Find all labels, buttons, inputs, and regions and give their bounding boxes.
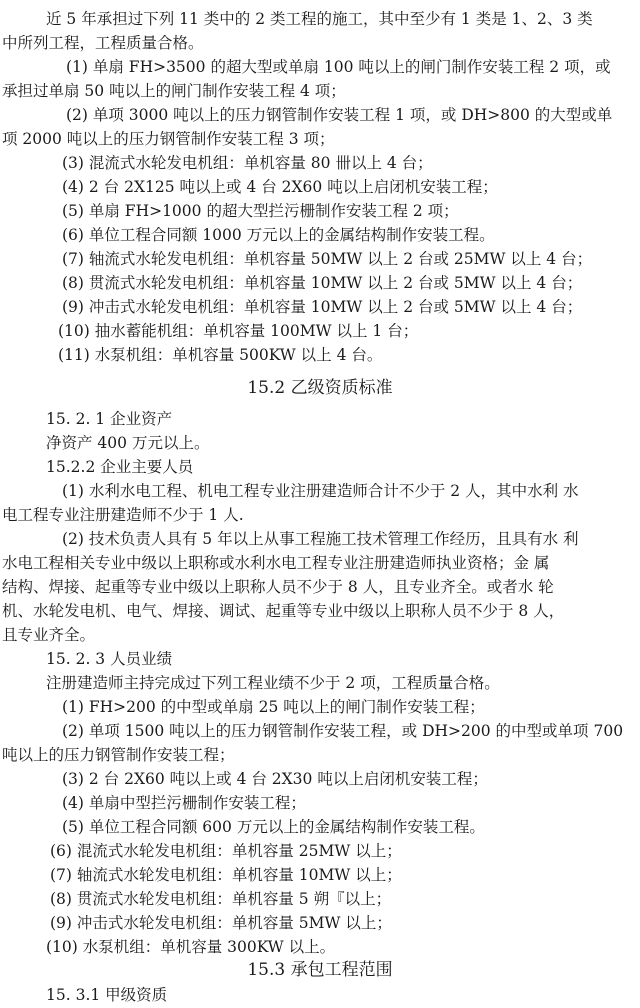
intro-line-1: 近 5 年承担过下列 11 类中的 2 类工程的施工，其中至少有 1 类是 1、2、3 类 [46, 10, 593, 28]
performance-item-1: (1) FH>200 的中型或单扇 25 吨以上的闸门制作安装工程； [62, 698, 485, 716]
performance-item-3: (3) 2 台 2X60 吨以上或 4 台 2X30 吨以上启闭机安装工程； [62, 770, 488, 788]
staff-item-2-cont-2: 结构、焊接、起重等专业中级以上职称人员不少于 8 人，且专业齐全。或者水 轮 [2, 578, 554, 596]
subsection-15-2-3: 15. 2. 3 人员业绩 [46, 650, 173, 668]
list-item-4: (4) 2 台 2X125 吨以上或 4 台 2X60 吨以上启闭机安装工程； [62, 178, 498, 196]
section-heading-15-3: 15.3 承包工程范围 [247, 960, 393, 980]
list-item-8: (8) 贯流式水轮发电机组：单机容量 10MW 以上 2 台或 5MW 以上 4 台； [62, 274, 583, 292]
staff-item-1: (1) 水利水电工程、机电工程专业注册建造师合计不少于 2 人，其中水利 水 [62, 482, 579, 500]
list-item-9: (9) 冲击式水轮发电机组：单机容量 10MW 以上 2 台或 5MW 以上 4 台； [62, 298, 583, 316]
staff-item-2-cont-3: 机、水轮发电机、电气、焊接、调试、起重等专业中级以上职称人员不少于 8 人， [2, 602, 565, 620]
performance-item-9: (9) 冲击式水轮发电机组：单机容量 5MW 以上； [50, 914, 392, 932]
performance-item-6: (6) 混流式水轮发电机组：单机容量 25MW 以上； [50, 842, 402, 860]
list-item-7: (7) 轴流式水轮发电机组：单机容量 50MW 以上 2 台或 25MW 以上 4 台； [62, 250, 593, 268]
intro-line-2: 中所列工程，工程质量合格。 [2, 34, 204, 52]
staff-item-2-cont-4: 且专业齐全。 [2, 626, 96, 644]
performance-item-2-cont: 吨以上的压力钢管制作安装工程； [2, 746, 235, 764]
list-item-6: (6) 单位工程合同额 1000 万元以上的金属结构制作安装工程。 [62, 226, 495, 244]
staff-item-2: (2) 技术负责人具有 5 年以上从事工程施工技术管理工作经历，且具有水 利 [62, 530, 579, 548]
performance-item-2: (2) 单项 1500 吨以上的压力钢管制作安装工程，或 DH>200 的中型或单项 700 [62, 722, 624, 740]
list-item-11: (11) 水泵机组：单机容量 500KW 以上 4 台。 [58, 346, 383, 364]
staff-item-1-cont: 电工程专业注册建造师不少于 1 人. [2, 506, 244, 524]
subsection-15-2-2: 15.2.2 企业主要人员 [46, 458, 194, 476]
performance-item-5: (5) 单位工程合同额 600 万元以上的金属结构制作安装工程。 [62, 818, 485, 836]
subsection-15-2-1: 15. 2. 1 企业资产 [46, 410, 173, 428]
list-item-1-cont: 承担过单扇 50 吨以上的闸门制作安装工程 4 项； [2, 82, 346, 100]
list-item-5: (5) 单扇 FH>1000 的超大型拦污栅制作安装工程 2 项； [62, 202, 459, 220]
staff-item-2-cont-1: 水电工程相关专业中级以上职称或水利水电工程专业注册建造师执业资格；金 属 [2, 554, 550, 572]
list-item-10: (10) 抽水蓄能机组：单机容量 100MW 以上 1 台； [58, 322, 419, 340]
assets-text: 净资产 400 万元以上。 [46, 434, 210, 452]
section-heading-15-2: 15.2 乙级资质标准 [247, 378, 393, 398]
list-item-2-cont: 项 2000 吨以上的压力钢管制作安装工程 3 项； [2, 130, 335, 148]
performance-item-10: (10) 水泵机组：单机容量 300KW 以上。 [46, 938, 336, 956]
list-item-1: (1) 单扇 FH>3500 的超大型或单扇 100 吨以上的闸门制作安装工程 2 项，或 [66, 58, 611, 76]
subsection-15-3-1: 15. 3.1 甲级资质 [46, 986, 168, 1004]
performance-item-8: (8) 贯流式水轮发电机组：单机容量 5 朔『以上； [50, 890, 392, 908]
performance-intro: 注册建造师主持完成过下列工程业绩不少于 2 项，工程质量合格。 [46, 674, 500, 692]
performance-item-7: (7) 轴流式水轮发电机组：单机容量 10MW 以上； [50, 866, 402, 884]
list-item-2: (2) 单项 3000 吨以上的压力钢管制作安装工程 1 项，或 DH>800 的大型或单 [66, 106, 613, 124]
performance-item-4: (4) 单扇中型拦污栅制作安装工程； [62, 794, 306, 812]
list-item-3: (3) 混流式水轮发电机组：单机容量 80 卌以上 4 台； [62, 154, 433, 172]
